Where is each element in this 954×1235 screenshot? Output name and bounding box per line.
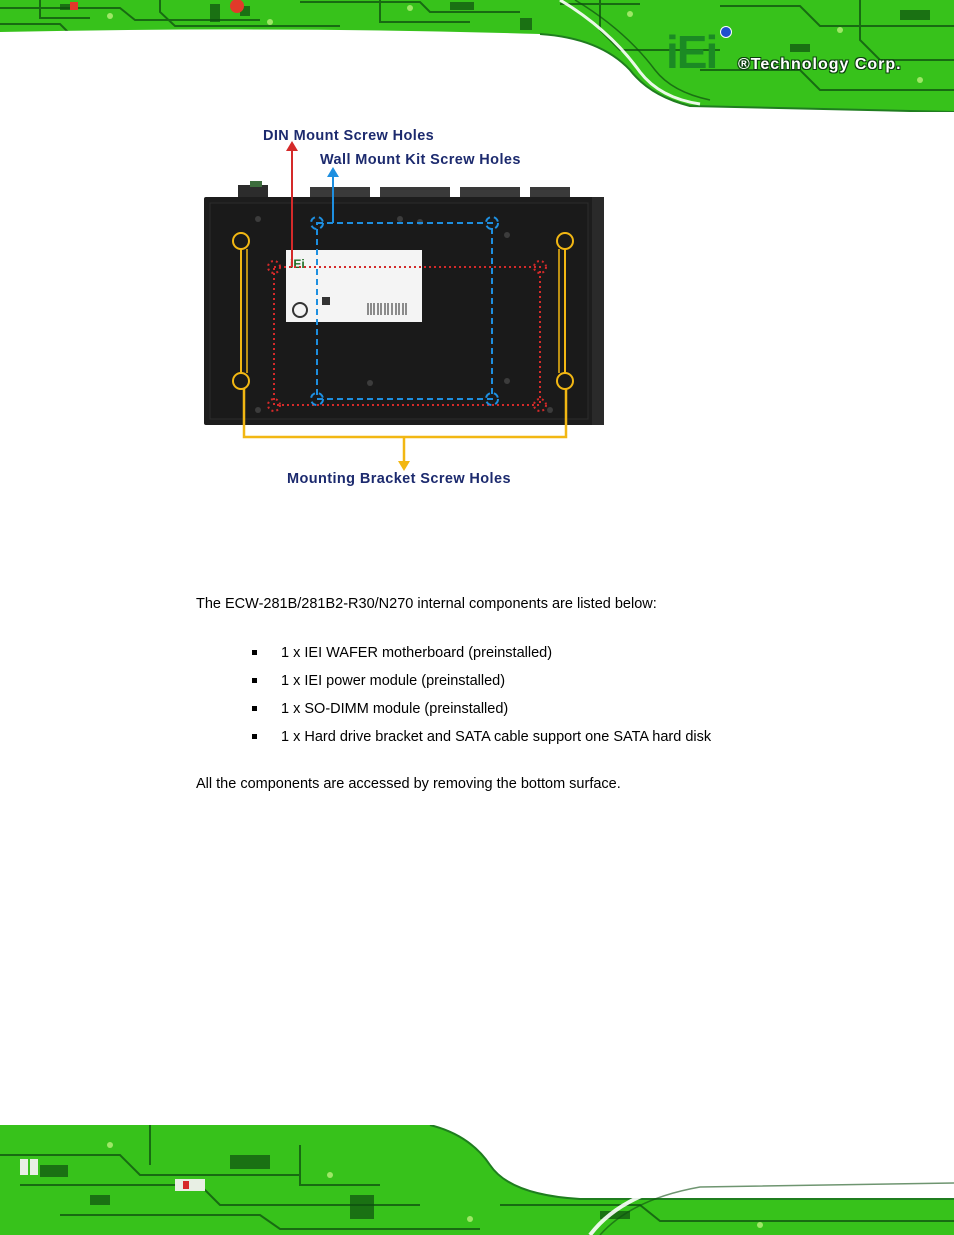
mounting-holes-figure (200, 125, 620, 495)
iei-logo-mark: iEi (666, 28, 736, 76)
logo-dot-icon (720, 26, 732, 38)
page-footer (0, 1125, 954, 1235)
circuit-board-footer-art (0, 1125, 954, 1235)
bullet-icon (252, 734, 257, 739)
components-list (252, 644, 711, 756)
page-header (0, 0, 954, 112)
list-item: 1 x Hard drive bracket and SATA cable support one SATA hard disk (252, 728, 711, 756)
intro-paragraph: The ECW-281B/281B2-R30/N270 internal components are listed below: (196, 596, 657, 612)
wall-mount-label: Wall Mount Kit Screw Holes (320, 152, 521, 168)
enclosure-bottom-view (200, 125, 620, 495)
list-item: 1 x IEI power module (preinstalled) (252, 672, 711, 700)
list-item: 1 x IEI WAFER motherboard (preinstalled) (252, 644, 711, 672)
list-item: 1 x SO-DIMM module (preinstalled) (252, 700, 711, 728)
bullet-icon (252, 678, 257, 683)
company-name: ®Technology Corp. (738, 56, 902, 73)
din-mount-label: DIN Mount Screw Holes (263, 128, 435, 144)
sticker-logo: iEi (290, 257, 305, 271)
closing-paragraph: All the components are accessed by removing the bottom surface. (196, 776, 621, 792)
bullet-icon (252, 706, 257, 711)
mounting-bracket-label: Mounting Bracket Screw Holes (287, 471, 511, 487)
company-logo (666, 26, 936, 82)
rear-connectors (238, 181, 570, 199)
bullet-icon (252, 650, 257, 655)
